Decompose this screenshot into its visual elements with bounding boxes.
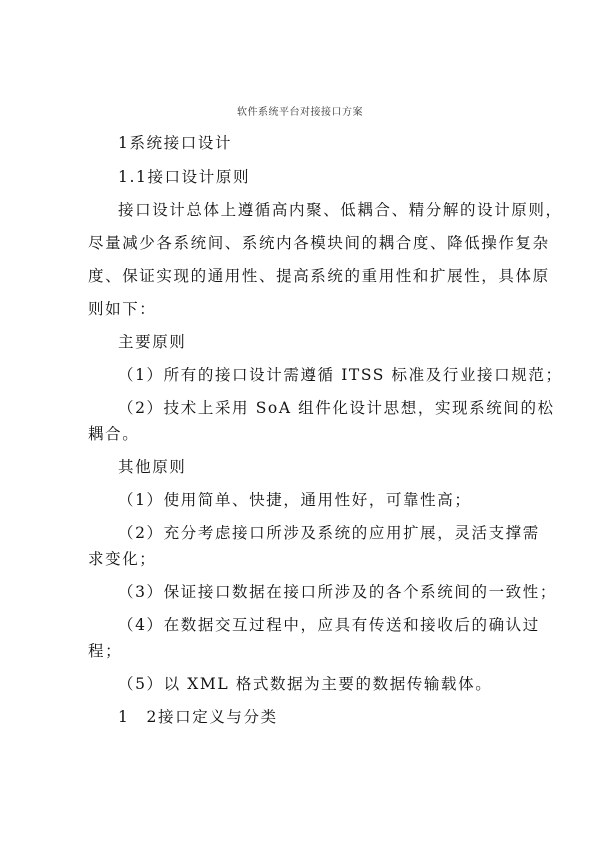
other-principle-5: （5）以 XML 格式数据为主要的数据传输载体。	[118, 675, 493, 693]
main-principle-2-cont: 耦合。	[88, 425, 140, 443]
section-heading-1-1: 1.1接口设计原则	[118, 168, 251, 186]
main-principles-title: 主要原则	[118, 333, 187, 351]
section-heading-1-2: 1 2接口定义与分类	[118, 708, 278, 726]
intro-line-3: 度、保证实现的通用性、提高系统的重用性和扩展性，具体原	[88, 267, 550, 285]
other-principle-4: （4）在数据交互过程中，应具有传送和接收后的确认过	[118, 616, 540, 634]
main-principle-2: （2）技术上采用 SoA 组件化设计思想，实现系统间的松	[118, 399, 555, 417]
other-principle-3: （3）保证接口数据在接口所涉及的各个系统间的一致性；	[118, 583, 557, 601]
other-principle-1: （1）使用简单、快捷，通用性好，可靠性高；	[118, 491, 472, 509]
other-principle-4-cont: 程；	[88, 642, 123, 660]
main-principle-1: （1）所有的接口设计需遵循 ITSS 标准及行业接口规范；	[118, 366, 563, 384]
page-header: 软件系统平台对接接口方案	[237, 107, 363, 118]
intro-line-2: 尽量减少各系统间、系统内各模块间的耦合度、降低操作复杂	[88, 234, 550, 252]
other-principles-title: 其他原则	[118, 458, 187, 476]
intro-line-1: 接口设计总体上遵循高内聚、低耦合、精分解的设计原则，	[118, 201, 563, 219]
intro-line-4: 则如下：	[88, 300, 157, 318]
other-principle-2: （2）充分考虑接口所涉及系统的应用扩展，灵活支撑需	[118, 524, 540, 542]
other-principle-2-cont: 求变化；	[88, 550, 157, 568]
section-heading-1: 1系统接口设计	[118, 134, 233, 152]
